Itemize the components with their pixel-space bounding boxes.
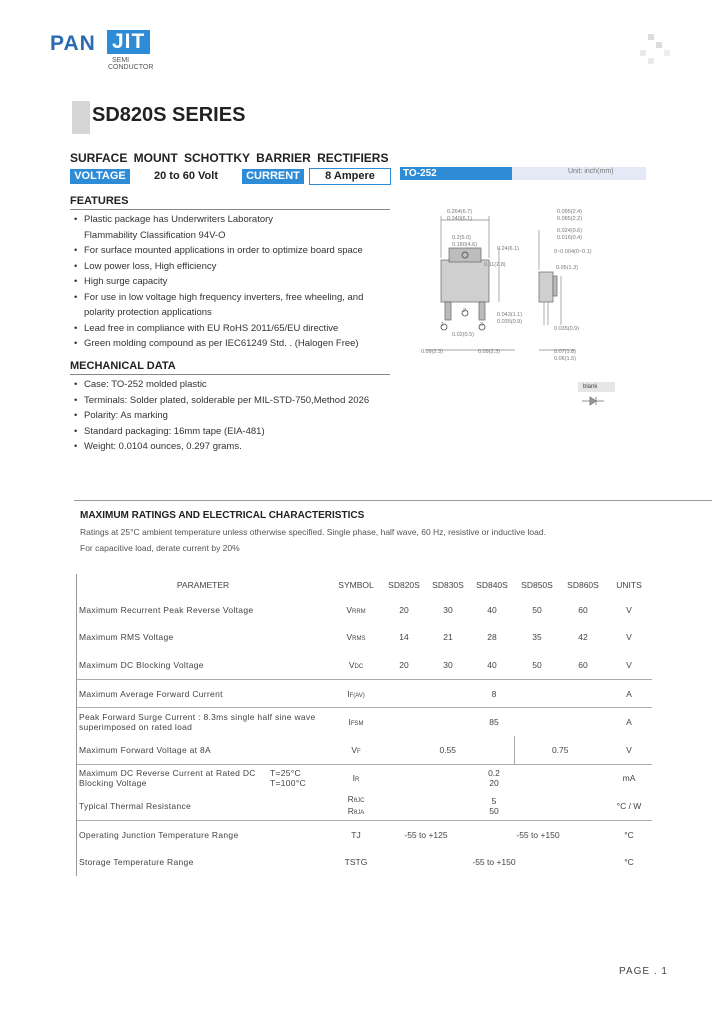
unit-cell: °C / W (616, 800, 642, 811)
value-cell: 60 (578, 659, 588, 670)
dim-label: 0.02(0.5) (452, 332, 475, 338)
table-row (76, 624, 652, 652)
dim-label: 0.043(1.1) (497, 312, 523, 318)
value-cell: 35 (532, 632, 542, 643)
dim-label: 0.024(0.6) (557, 228, 583, 234)
symbol-cell: VRRM (346, 604, 366, 615)
value-cell: 8 (382, 679, 606, 708)
param-cell: Operating Junction Temperature Range (76, 820, 330, 848)
value-cell: -55 to +125 (382, 820, 470, 848)
dim-label: 0.035(0.9) (554, 326, 580, 332)
symbol-cell: IF(AV) (330, 679, 382, 708)
value-cell: 85 (382, 708, 606, 736)
table-row (76, 792, 652, 820)
value-cell: -55 to +150 (470, 820, 606, 848)
table-row (76, 651, 652, 679)
feature-item: • Plastic package has Underwriters Laboratory Flammability Classification 94V-O (72, 212, 294, 243)
dim-label: 0.035(0.9) (497, 319, 523, 325)
value-cell: 28 (487, 632, 497, 643)
unit-cell: °C (624, 857, 634, 868)
current-value: 8 Ampere (309, 168, 391, 185)
package-unit: Unit: inch(mm) (568, 168, 614, 175)
value-cell: 14 (399, 632, 409, 643)
ratings-note: Ratings at 25°C ambient temperature unless otherwise specified. Single phase, half wave, 60 Hz, resistive or inductive load. (80, 527, 546, 537)
dim-label: 0.240(6.1) (447, 216, 473, 222)
unit-cell: V (626, 604, 632, 615)
dim-label: 0.016(0.4) (557, 235, 583, 241)
param-cell: Maximum Recurrent Peak Reverse Voltage (79, 604, 254, 615)
param-cell: Maximum Forward Voltage at 8A (79, 744, 211, 755)
mechanical-item: • Polarity: As marking (72, 408, 392, 424)
symbol-cell: TJ (330, 820, 382, 848)
table-row (76, 848, 652, 876)
mechanical-item: • Standard packaging: 16mm tape (EIA-481) (72, 424, 392, 440)
value-cell: 60 (578, 604, 588, 615)
value-cell: 20 (399, 659, 409, 670)
unit-cell: V (626, 659, 632, 670)
package-outline-drawing (415, 200, 625, 370)
feature-item: • Green molding compound as per IEC61249 Std. . (Halogen Free) (72, 336, 392, 352)
value-cell: 0.55 (382, 736, 514, 764)
value-cell: 30 (443, 604, 453, 615)
dim-label: 0.11(2.8) (484, 262, 506, 268)
param-cell: Maximum DC Reverse Current at Rated DC Blocking Voltage T=25°C T=100°C (76, 764, 330, 792)
dim-label: 0.085(2.2) (557, 216, 583, 222)
symbol-cell: VDC (348, 659, 364, 670)
mechanical-list (72, 377, 392, 455)
col-header: PARAMETER (176, 580, 230, 590)
ratings-title: MAXIMUM RATINGS AND ELECTRICAL CHARACTERISTICS (80, 510, 365, 521)
value-cell: -55 to +150 (472, 857, 516, 868)
logo-sub-semi: SEMI (112, 57, 130, 64)
value-cell: 50 (532, 604, 542, 615)
param-cell: Maximum DC Blocking Voltage (79, 659, 204, 670)
feature-item: • For use in low voltage high frequency inverters, free wheeling, and polarity protection applications (72, 290, 384, 321)
value-cell: 5 50 (489, 795, 499, 816)
symbol-cell: IR (330, 764, 382, 792)
param-cell: Maximum RMS Voltage (79, 632, 174, 643)
param-cell: Maximum Average Forward Current (76, 679, 330, 708)
mechanical-heading: MECHANICAL DATA (70, 360, 390, 375)
mechanical-item: • Terminals: Solder plated, solderable per MIL-STD-750,Method 2026 (72, 393, 392, 409)
symbol-cell: RθJC RθJA (347, 793, 365, 816)
param-cell: Typical Thermal Resistance (79, 800, 192, 811)
page-title: SD820S SERIES (92, 104, 246, 126)
logo-jit-text: JIT (107, 30, 150, 54)
logo-pan-text: PAN (50, 32, 96, 55)
col-header: SD860S (567, 580, 599, 590)
dim-label: 0.09(2.3) (478, 349, 501, 355)
unit-cell: mA (606, 764, 652, 792)
voltage-label: VOLTAGE (70, 169, 130, 184)
symbol-cell: TSTG (344, 857, 368, 868)
table-row (76, 708, 652, 736)
value-cell: 50 (532, 659, 542, 670)
value-cell: 21 (443, 632, 453, 643)
dim-label: 0.264(6.7) (447, 209, 473, 215)
table-left-border (76, 574, 77, 876)
table-row (76, 820, 652, 848)
ratings-divider (74, 500, 712, 509)
diode-marking-icon (580, 394, 610, 408)
title-accent-bar (72, 101, 90, 134)
mechanical-item: • Case: TO-252 molded plastic (72, 377, 392, 393)
param-cell: Peak Forward Surge Current : 8.3ms single half sine wave superimposed on rated load (76, 708, 330, 736)
dim-label: 0~0.004(0~0.1) (554, 249, 592, 255)
unit-cell: A (606, 708, 652, 736)
table-row (76, 679, 652, 708)
pin-label-2: 2 (463, 308, 467, 314)
value-cell: 0.2 20 (382, 764, 606, 792)
col-header: SYMBOL (338, 580, 374, 590)
features-heading: FEATURES (70, 195, 390, 210)
unit-cell: V (626, 632, 632, 643)
unit-cell: V (626, 744, 632, 755)
col-header: SD840S (476, 580, 508, 590)
dim-label: 0.09(2.3) (421, 349, 444, 355)
marking-label: blank (578, 382, 615, 392)
value-cell: 40 (487, 659, 497, 670)
ratings-table (76, 574, 652, 876)
value-cell: 42 (578, 632, 588, 643)
col-header: SD850S (521, 580, 553, 590)
table-row (76, 596, 652, 624)
logo-sub-conductor: CONDUCTOR (108, 64, 154, 71)
page-number: PAGE . 1 (619, 966, 668, 977)
value-cell: 20 (399, 604, 409, 615)
symbol-cell: VRMS (346, 632, 366, 643)
ratings-note-capacitive: For capacitive load, derate current by 20% (80, 543, 240, 553)
unit-cell: A (606, 679, 652, 708)
col-header: UNITS (616, 580, 642, 590)
dim-label: 0.05(1.3) (556, 265, 579, 271)
dim-label: 0.095(2.4) (557, 209, 583, 215)
pin-label-3: 3 (480, 322, 484, 328)
col-header: SD820S (388, 580, 420, 590)
value-cell: 0.75 (551, 744, 569, 755)
dim-label: 0.24(6.1) (497, 246, 520, 252)
logo-subtitle (108, 57, 153, 71)
value-cell: 30 (443, 659, 453, 670)
dim-label: 0.07(1.8) (554, 349, 577, 355)
mechanical-item: • Weight: 0.0104 ounces, 0.297 grams. (72, 439, 392, 455)
features-list (72, 212, 392, 352)
feature-item: • Low power loss, High efficiency (72, 259, 392, 275)
value-cell: 40 (487, 604, 497, 615)
voltage-value: 20 to 60 Volt (154, 170, 218, 182)
dim-label: 0.180(4.6) (452, 242, 478, 248)
package-name: TO-252 (400, 167, 512, 180)
col-header: SD830S (432, 580, 464, 590)
table-row (76, 736, 652, 764)
unit-cell: °C (606, 820, 652, 848)
current-label: CURRENT (242, 169, 304, 184)
dim-label: 0.2(5.0) (452, 235, 471, 241)
symbol-cell: IFSM (330, 708, 382, 736)
table-row (76, 764, 652, 792)
param-cell: Storage Temperature Range (79, 857, 194, 868)
feature-item: • For surface mounted applications in order to optimize board space (72, 243, 392, 259)
symbol-cell: VF (351, 744, 361, 755)
feature-item: • Lead free in compliance with EU RoHS 2011/65/EU directive (72, 321, 392, 337)
dim-label: 0.06(1.5) (554, 356, 577, 362)
pin-label-1: 1 (441, 322, 445, 328)
feature-item: • High surge capacity (72, 274, 392, 290)
product-subtitle: SURFACE MOUNT SCHOTTKY BARRIER RECTIFIERS (70, 151, 389, 165)
